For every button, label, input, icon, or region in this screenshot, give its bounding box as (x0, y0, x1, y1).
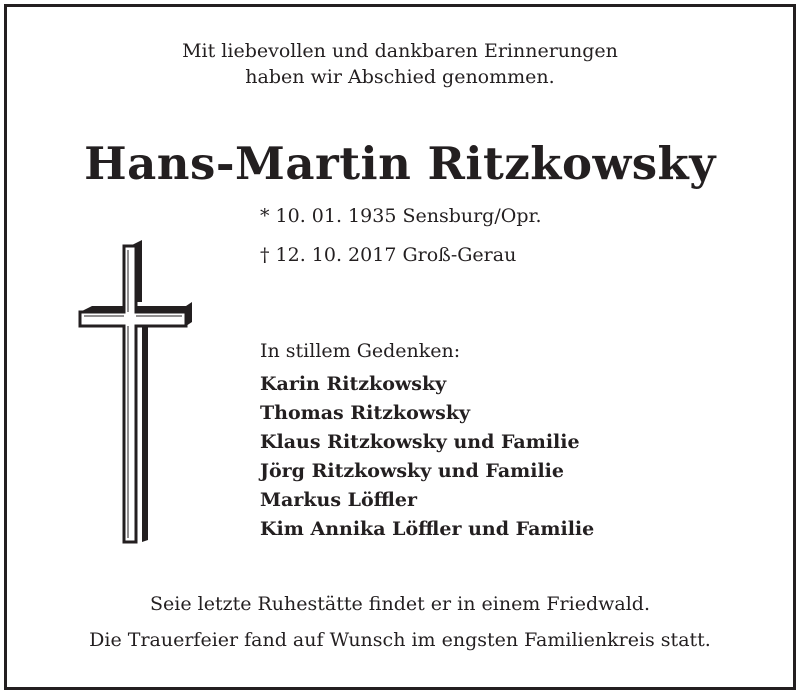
mourner-name: Kim Annika Löffler und Familie (260, 518, 595, 540)
intro-line-1: Mit liebevollen und dankbaren Erinnerungen (182, 40, 618, 62)
mourner-name: Thomas Ritzkowsky (260, 402, 471, 424)
mourner-name: Karin Ritzkowsky (260, 373, 447, 395)
mourners-heading: In stillem Gedenken: (260, 340, 461, 362)
mourner-list (260, 370, 594, 544)
closing-line-1: Seie letzte Ruhestätte findet er in einem Friedwald. (150, 593, 650, 615)
mourner-name: Markus Löffler (260, 489, 417, 511)
closing-line-2: Die Trauerfeier fand auf Wunsch im engsten Familienkreis statt. (89, 629, 711, 651)
birth-date: * 10. 01. 1935 Sensburg/Opr. (260, 205, 542, 227)
mourner-name: Klaus Ritzkowsky und Familie (260, 431, 580, 453)
deceased-name: Hans-Martin Ritzkowsky (84, 137, 716, 190)
intro-line-2: haben wir Abschied genommen. (245, 66, 555, 88)
mourner-name: Jörg Ritzkowsky und Familie (260, 460, 564, 482)
death-date: † 12. 10. 2017 Groß-Gerau (260, 244, 517, 266)
cross-icon (78, 240, 194, 546)
